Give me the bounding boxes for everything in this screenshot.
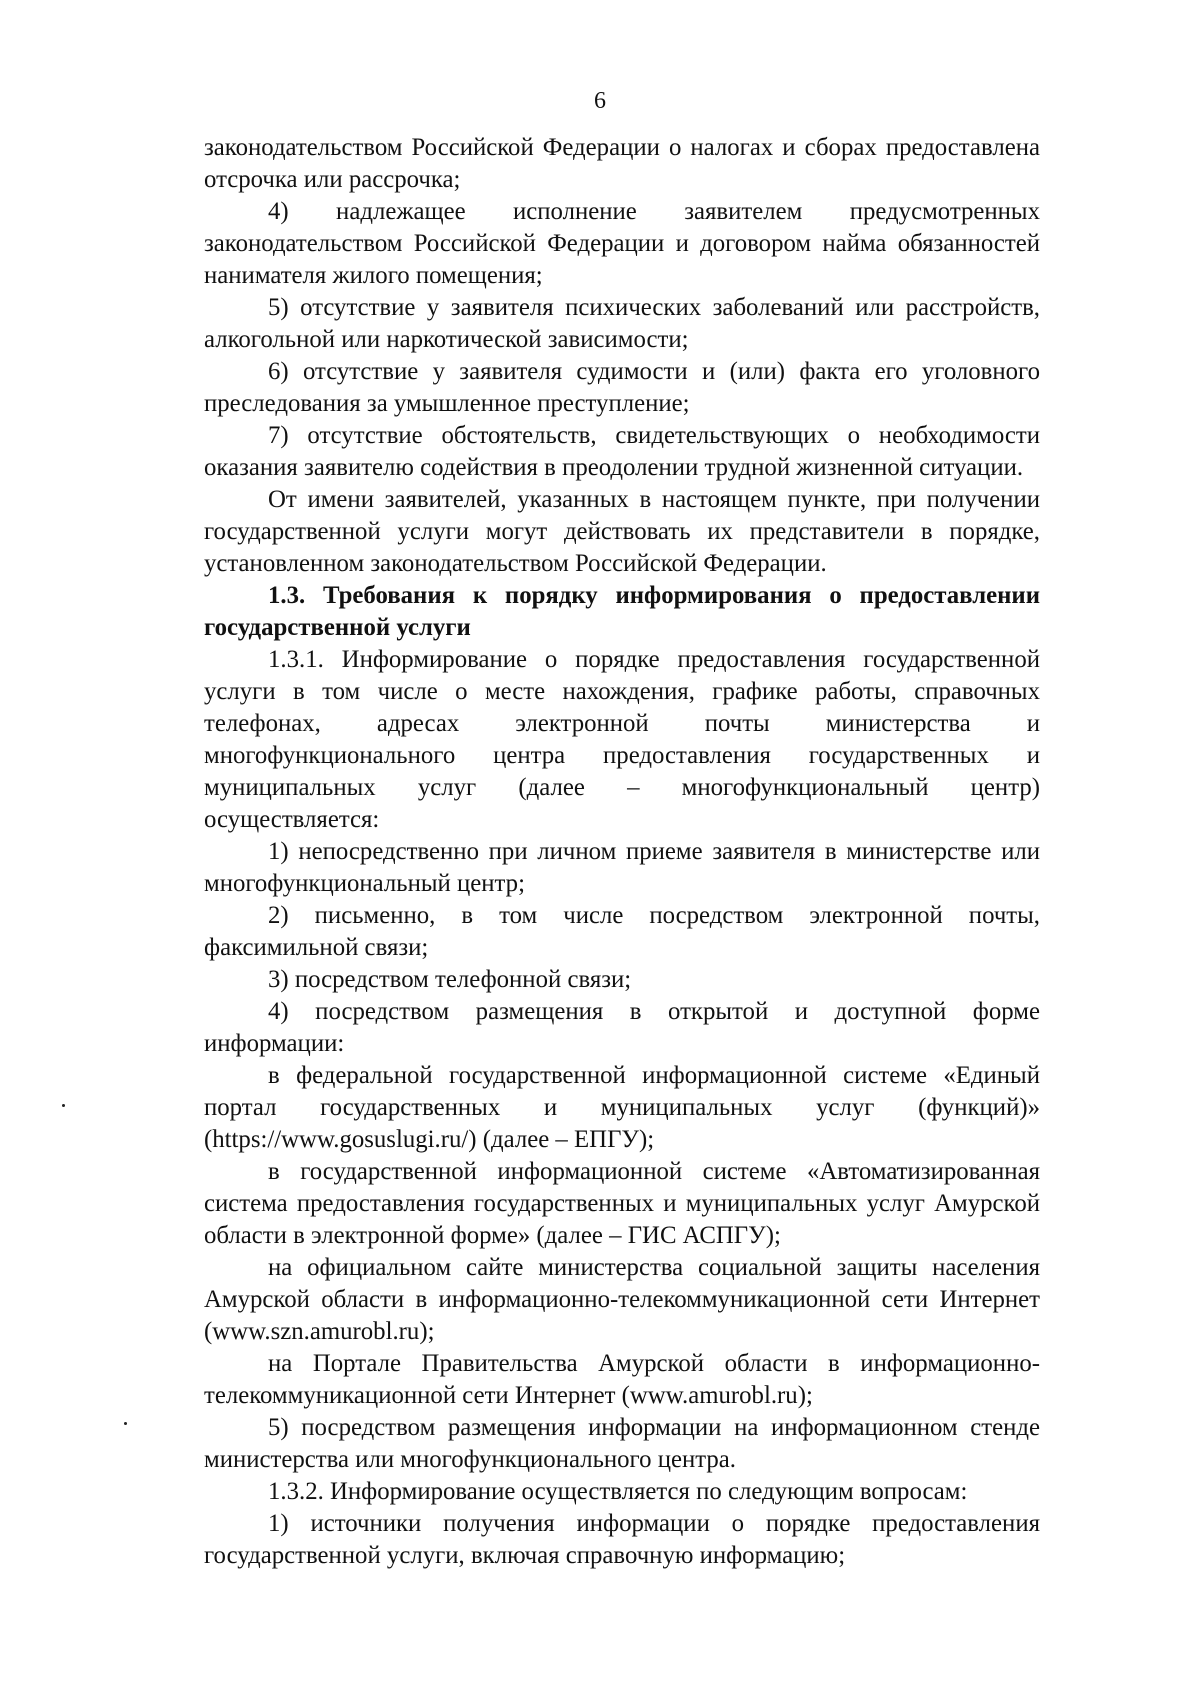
list-item-1-in-person: 1) непосредственно при личном приеме заявителя в министерстве или многофункциональный центр; bbox=[204, 838, 1040, 897]
list-item-7: 7) отсутствие обстоятельств, свидетельствующих о необходимости оказания заявителю содействия в преодолении трудной жизненной ситуации. bbox=[204, 422, 1040, 481]
list-item-5: 5) отсутствие у заявителя психических заболеваний или расстройств, алкогольной или наркотической зависимости; bbox=[204, 294, 1040, 353]
paragraph-representatives: От имени заявителей, указанных в настоящем пункте, при получении государственной услуги могут действовать их представители в порядке, установленном законодательством Российской Федерации. bbox=[204, 486, 1040, 577]
document-body bbox=[204, 132, 1040, 1572]
section-heading-1-3: 1.3. Требования к порядку информирования о предоставлении государственной услуги bbox=[204, 582, 1040, 641]
list-item-1-info-sources: 1) источники получения информации о порядке предоставления государственной услуги, включая справочную информацию; bbox=[204, 1510, 1040, 1569]
list-item-4-publication: 4) посредством размещения в открытой и доступной форме информации: bbox=[204, 998, 1040, 1057]
page-number: 6 bbox=[594, 88, 606, 114]
scan-speck-dot bbox=[62, 1104, 65, 1107]
sub-item-gis-aspgu: в государственной информационной системе «Автоматизированная система предоставления государственных и муниципальных услуг Амурской области в электронной форме» (далее – ГИС АСПГУ); bbox=[204, 1158, 1040, 1249]
sub-item-ministry-site: на официальном сайте министерства социальной защиты населения Амурской области в информационно-телекоммуникационной сети Интернет (www.szn.amurobl.ru); bbox=[204, 1254, 1040, 1345]
list-item-5-info-stand: 5) посредством размещения информации на информационном стенде министерства или многофункционального центра. bbox=[204, 1414, 1040, 1473]
list-item-3-phone: 3) посредством телефонной связи; bbox=[268, 966, 632, 993]
sub-item-epgu: в федеральной государственной информационной системе «Единый портал государственных и муниципальных услуг (функций)» (https://www.gosuslugi.ru/) (далее – ЕПГУ); bbox=[204, 1062, 1040, 1153]
sub-item-government-portal: на Портале Правительства Амурской области в информационно-телекоммуникационной сети Интернет (www.amurobl.ru); bbox=[204, 1350, 1040, 1409]
paragraph-1-3-2: 1.3.2. Информирование осуществляется по следующим вопросам: bbox=[268, 1478, 968, 1505]
list-item-6: 6) отсутствие у заявителя судимости и (или) факта его уголовного преследования за умышленное преступление; bbox=[204, 358, 1040, 417]
paragraph-continuation: законодательством Российской Федерации о налогах и сборах предоставлена отсрочка или рассрочка; bbox=[204, 134, 1040, 193]
list-item-4: 4) надлежащее исполнение заявителем предусмотренных законодательством Российской Федерации и договором найма обязанностей нанимателя жилого помещения; bbox=[204, 198, 1040, 289]
paragraph-1-3-1: 1.3.1. Информирование о порядке предоставления государственной услуги в том числе о месте нахождения, графике работы, справочных телефонах, адресах электронной почты министерства и многофункционального центра предоставления государственных и муниципальных услуг (далее – многофункциональный центр) осуществляется: bbox=[204, 646, 1040, 833]
list-item-2-written: 2) письменно, в том числе посредством электронной почты, факсимильной связи; bbox=[204, 902, 1040, 961]
scan-speck-dot bbox=[124, 1422, 127, 1425]
